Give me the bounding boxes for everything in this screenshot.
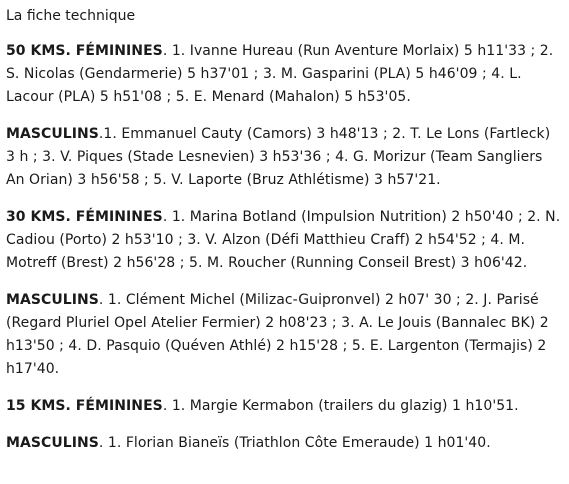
results-text: . 1. Marina Botland (Impulsion Nutrition) 2 h50'40 ; 2. N. Cadiou (Porto) 2 h53'10 ; 3. V. Alzon (Défi Matthieu Craff) 2 h54'52 ; 4. M. Motreff (Brest) 2 h56'28 ; 5. M. Roucher (Running Conseil Brest) 3 h06'42. bbox=[6, 209, 561, 271]
category-label: MASCULINS bbox=[6, 126, 99, 142]
page-title: La fiche technique bbox=[6, 8, 136, 24]
results-text: .1. Emmanuel Cauty (Camors) 3 h48'13 ; 2. T. Le Lons (Fartleck) 3 h ; 3. V. Piques (Stade Lesnevien) 3 h53'36 ; 4. G. Morizur (Team Sangliers An Orian) 3 h56'58 ; 5. V. Laporte (Bruz Athlétisme) 3 h57'21. bbox=[6, 126, 551, 188]
category-label: 30 KMS. FÉMININES bbox=[6, 209, 163, 225]
result-paragraph-15km-men bbox=[6, 432, 563, 455]
result-paragraph-30km-women bbox=[6, 206, 563, 275]
result-paragraph-30km-men bbox=[6, 289, 563, 381]
category-label: MASCULINS bbox=[6, 435, 99, 451]
results-text: . 1. Florian Bianeïs (Triathlon Côte Emeraude) 1 h01'40. bbox=[98, 435, 491, 451]
category-label: MASCULINS bbox=[6, 292, 99, 308]
results-text: . 1. Margie Kermabon (trailers du glazig) 1 h10'51. bbox=[162, 398, 519, 414]
result-paragraph-50km-men bbox=[6, 123, 563, 192]
category-label: 15 KMS. FÉMININES bbox=[6, 398, 163, 414]
result-paragraph-15km-women bbox=[6, 395, 563, 418]
results-text: . 1. Clément Michel (Milizac-Guipronvel) 2 h07' 30 ; 2. J. Parisé (Regard Pluriel Opel Atelier Fermier) 2 h08'23 ; 3. A. Le Jouis (Bannalec BK) 2 h13'50 ; 4. D. Pasquio (Quéven Athlé) 2 h15'28 ; 5. E. Largenton (Termajis) 2 h17'40. bbox=[6, 292, 549, 377]
results-text: . 1. Ivanne Hureau (Run Aventure Morlaix) 5 h11'33 ; 2. S. Nicolas (Gendarmerie) 5 h37'01 ; 3. M. Gasparini (PLA) 5 h46'09 ; 4. L. Lacour (PLA) 5 h51'08 ; 5. E. Menard (Mahalon) 5 h53'05. bbox=[6, 43, 554, 105]
category-label: 50 KMS. FÉMININES bbox=[6, 43, 163, 59]
result-paragraph-50km-women bbox=[6, 40, 563, 109]
